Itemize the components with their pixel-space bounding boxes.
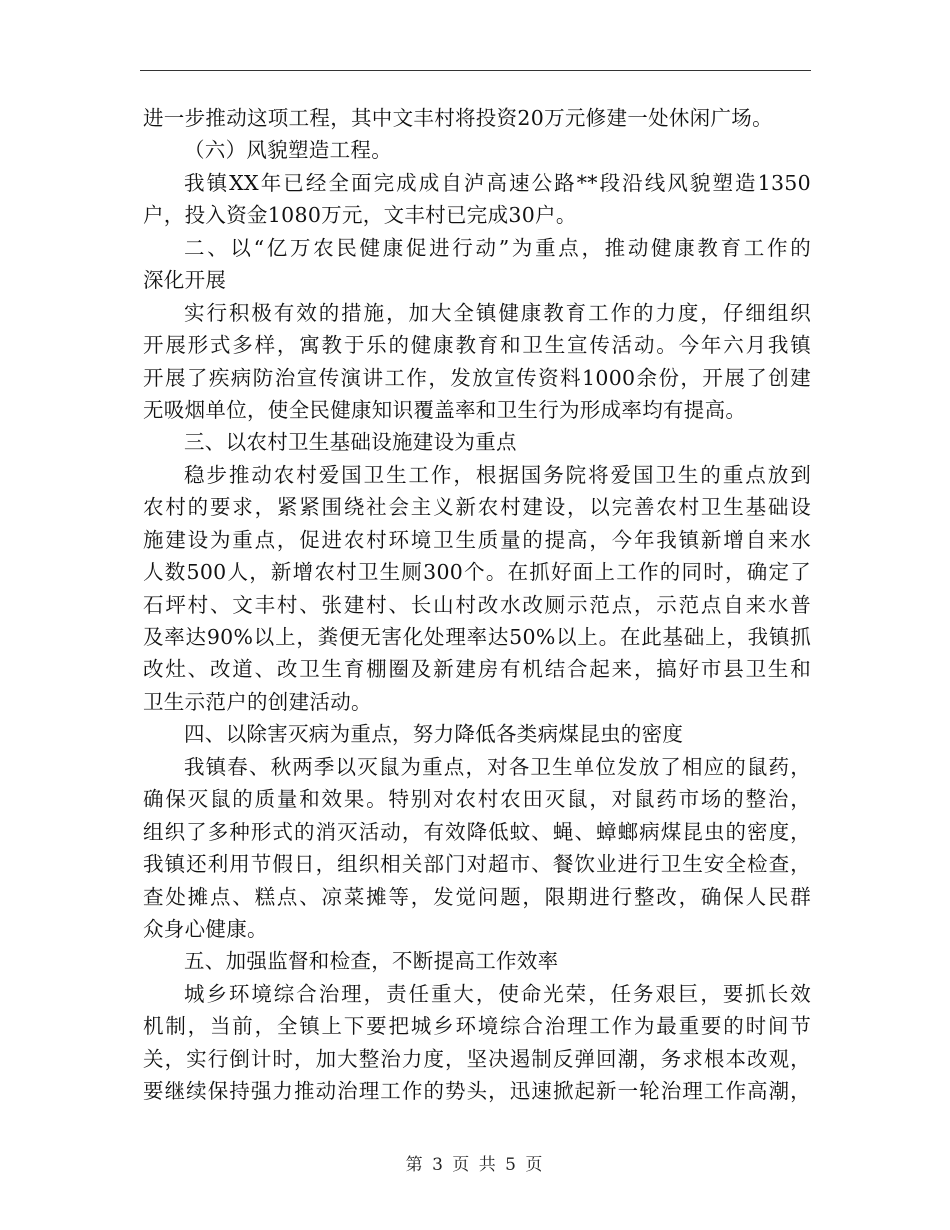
text-line: 我镇春、秋两季以灭鼠为重点，对各卫生单位发放了相应的鼠药， xyxy=(184,754,811,779)
text-line: 查处摊点、糕点、凉菜摊等，发觉问题，限期进行整改，确保人民群 xyxy=(143,884,811,909)
text-line: 组织了多种形式的消灭活动，有效降低蚊、蝇、蟑螂病煤昆虫的密度， xyxy=(143,819,811,844)
text-line: 深化开展 xyxy=(143,268,227,293)
text-line: 石坪村、文丰村、张建村、长山村改水改厕示范点，示范点自来水普 xyxy=(143,592,811,617)
page-footer: 第 3 页 共 5 页 xyxy=(405,1155,545,1175)
text-line: 开展了疾病防治宣传演讲工作，发放宣传资料1000余份，开展了创建 xyxy=(143,365,811,390)
text-line: 户，投入资金1080万元，文丰村已完成30户。 xyxy=(143,203,577,228)
text-line: 卫生示范户的创建活动。 xyxy=(143,689,372,714)
text-line: 稳步推动农村爱国卫生工作，根据国务院将爱国卫生的重点放到 xyxy=(184,462,811,487)
text-line: 关，实行倒计时，加大整治力度，坚决遏制反弹回潮，务求根本改观， xyxy=(143,1046,811,1071)
text-line: 二、以“亿万农民健康促进行动”为重点，推动健康教育工作的 xyxy=(184,235,811,260)
text-line: 农村的要求，紧紧围绕社会主义新农村建设，以完善农村卫生基础设 xyxy=(143,495,811,520)
text-line: （六）风貌塑造工程。 xyxy=(184,138,392,163)
header-rule xyxy=(140,70,811,71)
text-line: 我镇还利用节假日，组织相关部门对超市、餐饮业进行卫生安全检查， xyxy=(143,852,811,877)
text-line: 施建设为重点，促进农村环境卫生质量的提高，今年我镇新增自来水 xyxy=(143,527,811,552)
text-line: 确保灭鼠的质量和效果。特别对农村农田灭鼠，对鼠药市场的整治， xyxy=(143,787,811,812)
text-line: 五、加强监督和检查，不断提高工作效率 xyxy=(184,949,559,974)
text-line: 我镇XX年已经全面完成成自泸高速公路**段沿线风貌塑造1350 xyxy=(184,170,811,195)
text-line: 及率达90%以上，粪便无害化处理率达50%以上。在此基础上，我镇抓 xyxy=(143,625,811,649)
text-line: 开展形式多样，寓教于乐的健康教育和卫生宣传活动。今年六月我镇 xyxy=(143,333,811,358)
text-line: 城乡环境综合治理，责任重大，使命光荣，任务艰巨，要抓长效 xyxy=(184,981,811,1006)
text-line: 人数500人，新增农村卫生厕300个。在抓好面上工作的同时，确定了 xyxy=(143,560,811,585)
text-line: 无吸烟单位，使全民健康知识覆盖率和卫生行为形成率均有提高。 xyxy=(143,397,747,422)
document-body xyxy=(143,102,811,1108)
text-line: 众身心健康。 xyxy=(143,916,268,941)
text-line: 机制，当前，全镇上下要把城乡环境综合治理工作为最重要的时间节 xyxy=(143,1014,811,1039)
text-line: 改灶、改道、改卫生育棚圈及新建房有机结合起来，搞好市县卫生和 xyxy=(143,657,811,682)
text-line: 进一步推动这项工程，其中文丰村将投资20万元修建一处休闲广场。 xyxy=(143,106,773,130)
text-line: 实行积极有效的措施，加大全镇健康教育工作的力度，仔细组织 xyxy=(184,300,811,325)
text-line: 四、以除害灭病为重点，努力降低各类病煤昆虫的密度 xyxy=(184,722,684,747)
text-line: 要继续保持强力推动治理工作的势头，迅速掀起新一轮治理工作高潮， xyxy=(143,1079,811,1104)
text-line: 三、以农村卫生基础设施建设为重点 xyxy=(184,430,517,455)
